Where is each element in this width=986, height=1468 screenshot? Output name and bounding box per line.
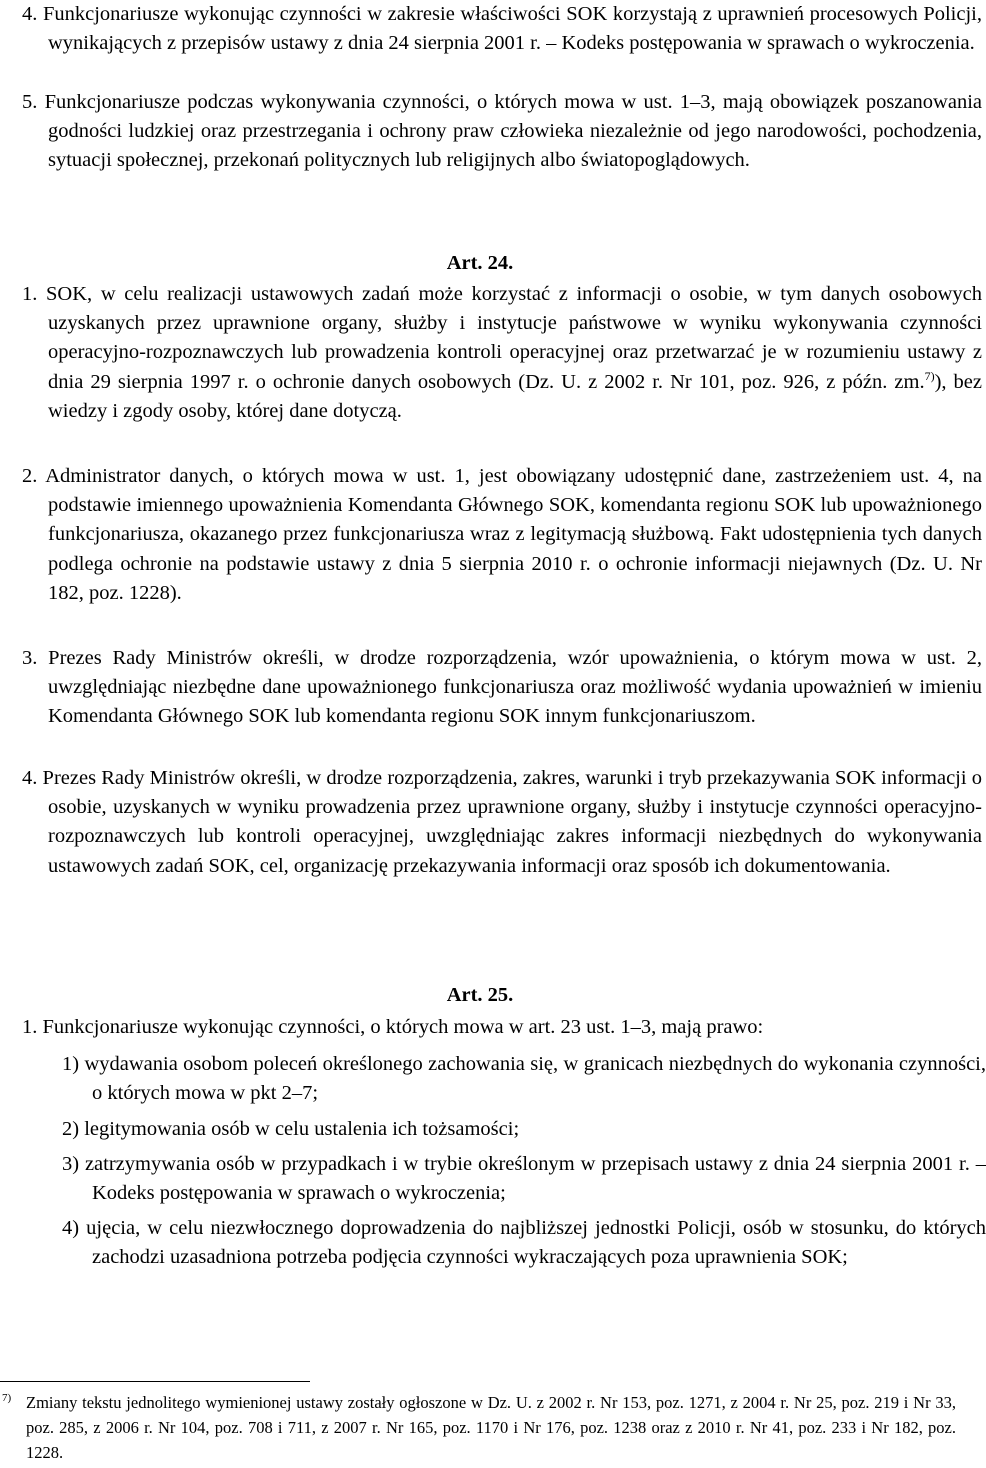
art25-list-item-2: 2) legitymowania osób w celu ustalenia ich tożsamości; [62,1118,520,1140]
art25-heading: Art. 25. [446,984,514,1006]
footnote [0,1390,956,1465]
art24-paragraph-1 [22,280,982,426]
art24-paragraph-2: 2. Administrator danych, o których mowa w ust. 1, jest obowiązany udostępnić dane, zastrzeżeniem ust. 4, na podstawie imiennego upoważnienia Komendanta Głównego SOK, komendanta regionu SOK lub upoważnionego funkcjonariusza, okazanego przez funkcjonariusza wraz z legitymacją służbową. Fakt udostępnienia tych danych podlega ochronie na podstawie ustawy z dnia 5 sierpnia 2010 r. o ochronie informacji niejawnych (Dz. U. Nr 182, poz. 1228). [22,465,982,604]
art24-heading: Art. 24. [446,252,514,274]
art24-p1-text: 1. SOK, w celu realizacji ustawowych zadań może korzystać z informacji o osobie, w tym danych osobowych uzyskanych przez uprawnione organy, służby i instytucje państwowe w wyniku wykonywania czynności operacyjno-rozpoznawczych lub prowadzenia kontroli operacyjnej oraz przetwarzać je w rozumieniu ustawy z dnia 29 sierpnia 1997 r. o ochronie danych osobowych (Dz. U. z 2002 r. Nr 101, poz. 926, z późn. zm. [22,283,982,393]
footnote-text: Zmiany tekstu jednolitego wymienionej ustawy zostały ogłoszone w Dz. U. z 2002 r. Nr 153, poz. 1271, z 2004 r. Nr 25, poz. 219 i Nr 33, poz. 285, z 2006 r. Nr 104, poz. 708 i 711, z 2007 r. Nr 165, poz. 1170 i Nr 176, poz. 1238 oraz z 2010 r. Nr 41, poz. 233 i Nr 182, poz. 1228. [26,1393,956,1462]
art25-list-item-4: 4) ujęcia, w celu niezwłocznego doprowadzenia do najbliższej jednostki Policji, osób w stosunku, do których zachodzi uzasadniona potrzeba podjęcia czynności wykraczających poza uprawnienia SOK; [62,1217,986,1269]
art23-paragraph-5: 5. Funkcjonariusze podczas wykonywania czynności, o których mowa w ust. 1–3, mają obowiązek poszanowania godności ludzkiej oraz przestrzegania i ochrony praw człowieka niezależnie od jego narodowości, pochodzenia, sytuacji społecznej, przekonań politycznych lub religijnych albo światopoglądowych. [22,91,982,172]
art25-list-item-1: 1) wydawania osobom poleceń określonego zachowania się, w granicach niezbędnych do wykonania czynności, o których mowa w pkt 2–7; [62,1053,986,1105]
art24-paragraph-4: 4. Prezes Rady Ministrów określi, w drodze rozporządzenia, zakres, warunki i tryb przekazywania SOK informacji o osobie, uzyskanych w wyniku prowadzenia przez uprawnione organy, służby i instytucje czynności operacyjno-rozpoznawczych lub kontroli operacyjnej, uwzględniając zakres informacji niezbędnych do wykonywania ustawowych zadań SOK, cel, organizację przekazywania informacji oraz sposób ich dokumentowania. [22,767,982,877]
art23-paragraph-4: 4. Funkcjonariusze wykonując czynności w zakresie właściwości SOK korzystają z uprawnień procesowych Policji, wynikających z przepisów ustawy z dnia 24 sierpnia 2001 r. – Kodeks postępowania w sprawach o wykroczenia. [22,3,982,55]
art24-paragraph-3: 3. Prezes Rady Ministrów określi, w drodze rozporządzenia, wzór upoważnienia, o którym mowa w ust. 2, uwzględniając niezbędne dane upoważnionego funkcjonariusza oraz możliwość wydania upoważnień w imieniu Komendanta Głównego SOK lub komendanta regionu SOK innym funkcjonariuszom. [22,647,982,728]
footnote-mark: 7) [2,1392,12,1404]
art24-p1-text-end: ), bez wiedzy i zgody osoby, której dane dotyczą. [48,370,983,422]
art25-list-item-3: 3) zatrzymywania osób w przypadkach i w trybie określonym w przepisach ustawy z dnia 24 sierpnia 2001 r. – Kodeks postępowania w sprawach o wykroczenia; [62,1153,986,1205]
footnote-separator [0,1381,310,1382]
footnote-reference: 7) [924,368,935,383]
art25-paragraph-1: 1. Funkcjonariusze wykonując czynności, o których mowa w art. 23 ust. 1–3, mają prawo: [22,1016,764,1038]
